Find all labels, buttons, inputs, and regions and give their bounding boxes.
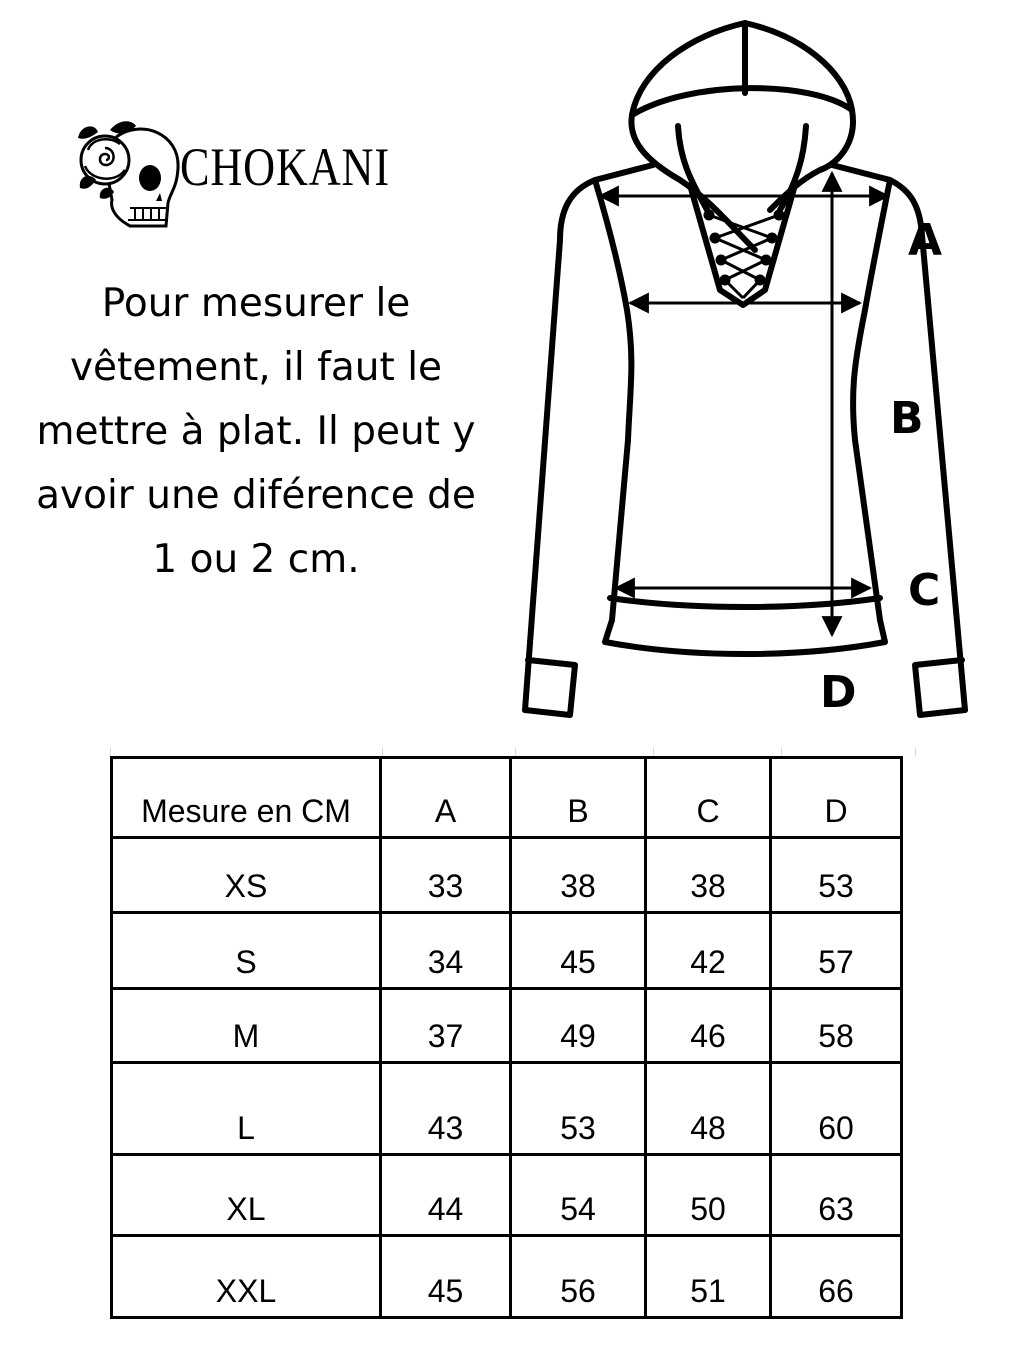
- header-cell: Mesure en CM: [112, 758, 381, 838]
- value-cell: 63: [771, 1155, 902, 1236]
- value-cell: 57: [771, 913, 902, 989]
- table-header-row: [112, 758, 902, 838]
- size-cell: L: [112, 1063, 381, 1155]
- value-cell: 42: [646, 913, 771, 989]
- value-cell: 38: [511, 838, 646, 913]
- table-row: [112, 1155, 902, 1236]
- value-cell: 45: [511, 913, 646, 989]
- instruction-line: avoir une diférence de: [36, 473, 476, 518]
- skull-with-rose-icon: [70, 108, 180, 233]
- instruction-line: 1 ou 2 cm.: [152, 537, 360, 582]
- grid-line: [781, 748, 782, 756]
- table-row: [112, 1063, 902, 1155]
- value-cell: 53: [511, 1063, 646, 1155]
- value-cell: 53: [771, 838, 902, 913]
- size-chart-table: [110, 756, 903, 1319]
- value-cell: 45: [381, 1236, 511, 1318]
- value-cell: 66: [771, 1236, 902, 1318]
- value-cell: 33: [381, 838, 511, 913]
- value-cell: 43: [381, 1063, 511, 1155]
- value-cell: 56: [511, 1236, 646, 1318]
- size-cell: S: [112, 913, 381, 989]
- value-cell: 38: [646, 838, 771, 913]
- label-d: D: [820, 667, 857, 718]
- size-cell: XL: [112, 1155, 381, 1236]
- grid-line: [915, 748, 916, 756]
- size-cell: M: [112, 989, 381, 1063]
- value-cell: 48: [646, 1063, 771, 1155]
- value-cell: 37: [381, 989, 511, 1063]
- value-cell: 50: [646, 1155, 771, 1236]
- size-cell: XXL: [112, 1236, 381, 1318]
- label-c: C: [908, 565, 941, 616]
- value-cell: 54: [511, 1155, 646, 1236]
- table-row: [112, 1236, 902, 1318]
- value-cell: 34: [381, 913, 511, 989]
- table-row: [112, 838, 902, 913]
- grid-line: [382, 748, 383, 756]
- hoodie-measurement-diagram: [510, 10, 980, 740]
- size-cell: XS: [112, 838, 381, 913]
- header-cell: D: [771, 758, 902, 838]
- brand-name: CHOKANI: [180, 137, 390, 197]
- header-cell: A: [381, 758, 511, 838]
- measuring-instructions: [0, 272, 512, 592]
- value-cell: 46: [646, 989, 771, 1063]
- value-cell: 51: [646, 1236, 771, 1318]
- grid-line: [653, 748, 654, 756]
- instruction-line: Pour mesurer le: [101, 281, 411, 326]
- grid-line: [515, 748, 516, 756]
- label-b: B: [890, 393, 924, 444]
- hoodie-outline-icon: [525, 23, 965, 715]
- table-row: [112, 989, 902, 1063]
- instruction-line: vêtement, il faut le: [69, 345, 443, 390]
- value-cell: 49: [511, 989, 646, 1063]
- label-a: A: [908, 215, 943, 266]
- value-cell: 60: [771, 1063, 902, 1155]
- value-cell: 58: [771, 989, 902, 1063]
- table-row: [112, 913, 902, 989]
- value-cell: 44: [381, 1155, 511, 1236]
- header-cell: B: [511, 758, 646, 838]
- header-cell: C: [646, 758, 771, 838]
- instruction-line: mettre à plat. Il peut y: [36, 409, 476, 454]
- grid-line: [110, 748, 111, 756]
